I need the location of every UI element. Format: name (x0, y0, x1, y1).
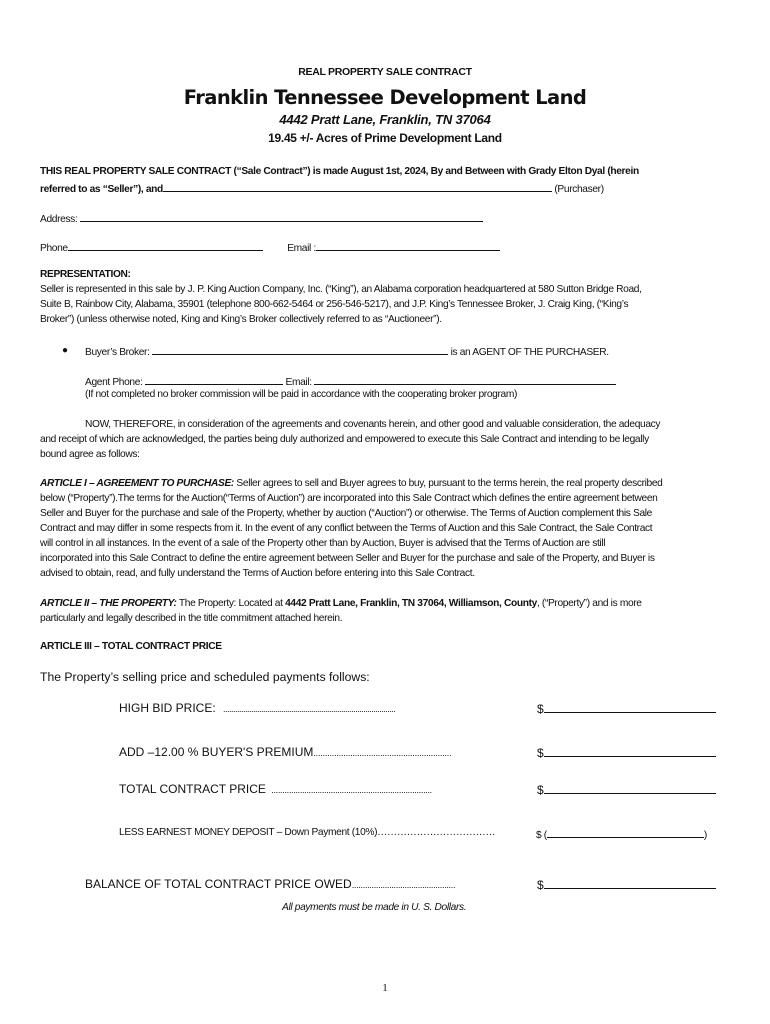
earnest-label: LESS EARNEST MONEY DEPOSIT – Down Payment (10%) (119, 827, 378, 838)
representation-line-3: Broker”) (unless otherwise noted, King and King’s Broker collectively referred to as “Auctioneer”). (40, 314, 442, 325)
purchaser-name-field[interactable] (163, 181, 552, 192)
buyers-premium-amount (537, 744, 716, 760)
representation-heading: REPRESENTATION: (40, 269, 131, 280)
page-number: 1 (382, 982, 388, 994)
earnest-close-paren: ) (703, 830, 707, 841)
now-therefore-line-3: bound agree as follows: (40, 449, 140, 460)
balance-row (85, 877, 455, 891)
high-bid-row (119, 701, 395, 715)
earnest-amount (536, 827, 707, 841)
article-1-heading: ARTICLE I – AGREEMENT TO PURCHASE: (40, 478, 234, 489)
article-1-line-4: Contract and may differ in some respects from it. In the event of any conflict between the Terms of Auction and this Sale Contract, the Sale Contract (40, 523, 653, 534)
agent-email-label: Email: (285, 377, 312, 388)
bullet-icon: ● (62, 345, 69, 356)
buyers-premium-dollar: $ (537, 746, 544, 760)
buyers-broker-line (85, 344, 609, 358)
article-1-text-1: Seller agrees to sell and Buyer agrees to buy, pursuant to the terms herein, the real property described (233, 478, 663, 489)
article-3-heading: ARTICLE III – TOTAL CONTRACT PRICE (40, 641, 222, 652)
total-price-amount (537, 781, 716, 797)
article-1-line-7: advised to obtain, read, and fully understand the Terms of Auction before entering into this Sale Contract. (40, 568, 475, 579)
doc-type: REAL PROPERTY SALE CONTRACT (298, 66, 472, 78)
buyers-premium-field[interactable] (544, 744, 716, 757)
earnest-field[interactable] (547, 827, 704, 838)
article-1-line-6: incorporated into this Sale Contract to define the entire agreement between Seller and Buyer for the purchase and sale of the Property, and Buyer is (40, 553, 655, 564)
total-price-label: TOTAL CONTRACT PRICE (119, 782, 266, 796)
article-2-text-a: The Property: Located at (176, 598, 286, 609)
representation-line-1: Seller is represented in this sale by J. P. King Auction Company, Inc. (“King”), an Alabama corporation headquartered at 580 Sutton Bridge Road, (40, 284, 642, 295)
intro-line-2 (40, 181, 604, 195)
article-1-line-5: will control in all instances. In the event of a sale of the Property other than by Auction, Buyer is advised that the Terms of Auction are still (40, 538, 606, 549)
article-1-line-3: Seller and Buyer for the purchase and sale of the Property, whether by auction (“Auction”) or otherwise. The Terms of Auction complement this Sale (40, 508, 652, 519)
address-line (40, 211, 483, 225)
earnest-dollar: $ ( (536, 830, 547, 841)
high-bid-field[interactable] (544, 700, 716, 713)
article-2-location: 4442 Pratt Lane, Franklin, TN 37064, Williamson, County (285, 598, 537, 609)
article-1-line-1 (40, 478, 663, 489)
buyers-premium-row (119, 745, 451, 759)
commission-note: (If not completed no broker commission will be paid in accordance with the cooperating broker program) (85, 389, 518, 400)
agent-email-field[interactable] (314, 374, 616, 385)
email-field[interactable] (316, 240, 500, 251)
address-field[interactable] (80, 211, 483, 222)
phone-field[interactable] (68, 240, 263, 251)
earnest-row (119, 827, 495, 838)
address-label: Address: (40, 214, 78, 225)
doc-title: Franklin Tennessee Development Land (183, 86, 587, 109)
balance-field[interactable] (544, 876, 716, 889)
balance-leader: ............................................... (351, 880, 456, 890)
now-therefore-line-2: and receipt of which are acknowledged, the parties being duly authorized and empowered to execute this Sale Contract and intending to be legally (40, 434, 649, 445)
total-price-field[interactable] (544, 781, 716, 794)
buyers-broker-suffix: is an AGENT OF THE PURCHASER. (450, 347, 609, 358)
representation-line-2: Suite B, Rainbow City, Alabama, 35901 (telephone 800-662-5464 or 256-546-5217), and J.P. King’s Tennessee Broker, J. Craig King, (“King’s (40, 299, 629, 310)
purchaser-label: (Purchaser) (554, 184, 604, 195)
buyers-broker-field[interactable] (152, 344, 448, 355)
article-2-text-b: , (“Property”) and is more (536, 598, 642, 609)
high-bid-leader: ...................................................................................... (223, 704, 396, 714)
article-1-line-2: below (“Property”).The terms for the Auction(“Terms of Auction”) are incorporated into this Sale Contract which defines the entire agreement between (40, 493, 658, 504)
total-price-row (119, 782, 432, 796)
agent-phone-label: Agent Phone: (85, 377, 143, 388)
payments-note: All payments must be made in U. S. Dollars. (282, 902, 467, 913)
buyers-premium-leader: ............................................................ (313, 748, 452, 758)
total-price-leader: ......................................................................... (271, 785, 432, 795)
email-label: Email : (287, 243, 316, 254)
phone-email-line (40, 240, 500, 254)
article-2-line-1 (40, 598, 642, 609)
article-2-line-2: particularly and legally described in the title commitment attached herein. (40, 613, 343, 624)
article-3-intro: The Property’s selling price and scheduled payments follows: (40, 670, 370, 684)
high-bid-amount (537, 700, 716, 716)
high-bid-label: HIGH BID PRICE: (119, 701, 216, 715)
balance-dollar: $ (537, 878, 544, 892)
earnest-leader: ……………………………… (377, 827, 496, 838)
balance-amount (537, 876, 716, 892)
property-acres: 19.45 +/- Acres of Prime Development Land (268, 131, 502, 145)
intro-line-1: THIS REAL PROPERTY SALE CONTRACT (“Sale Contract”) is made August 1st, 2024, By and Between with Grady Elton Dyal (herein (40, 166, 639, 177)
total-price-dollar: $ (537, 783, 544, 797)
phone-label: Phone (40, 243, 68, 254)
buyers-premium-label: ADD –12.00 % BUYER'S PREMIUM (119, 745, 314, 759)
agent-contact-line (85, 374, 616, 388)
intro-seller-text: referred to as “Seller”), and (40, 184, 163, 195)
article-2-heading: ARTICLE II – THE PROPERTY: (40, 598, 177, 609)
property-address: 4442 Pratt Lane, Franklin, TN 37064 (279, 112, 491, 127)
now-therefore-line-1: NOW, THEREFORE, in consideration of the agreements and covenants herein, and other good and valuable consideration, the adequacy (85, 419, 661, 430)
buyers-broker-label: Buyer’s Broker: (85, 347, 150, 358)
agent-phone-field[interactable] (145, 374, 283, 385)
high-bid-dollar: $ (537, 702, 544, 716)
balance-label: BALANCE OF TOTAL CONTRACT PRICE OWED (85, 877, 352, 891)
